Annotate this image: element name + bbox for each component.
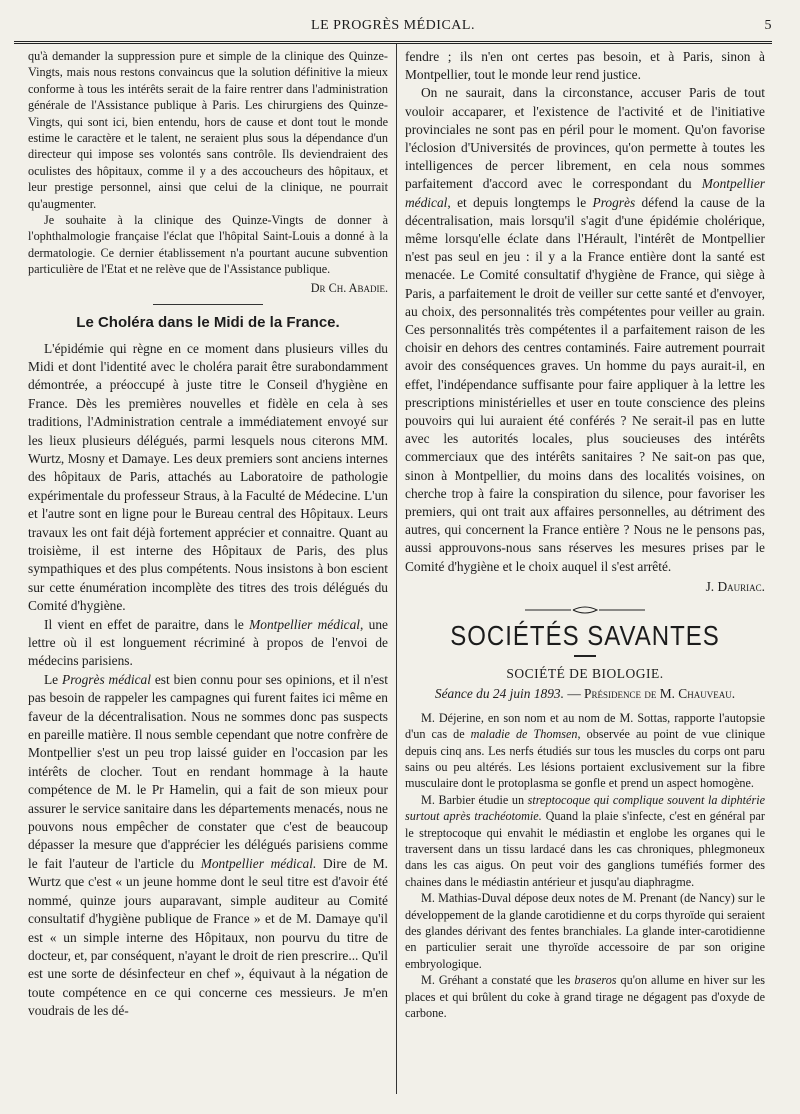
column-divider	[396, 44, 397, 1094]
section-separator	[153, 304, 263, 305]
biologie-item-3: M. Mathias-Duval dépose deux notes de M. Prenant (de Nancy) sur le développement de la glande carotidienne et du corps thyroïde qui seraient des glandes dérivant des fentes branchiales. La glande inter-carotidienne en particulier serait une thyroïde accessoire de par son origine embryologique.	[405, 891, 765, 971]
abadie-signature: Dr Ch. Abadie.	[310, 280, 388, 295]
left-column	[28, 48, 388, 1021]
cholera-paragraph-2: Il vient en effet de paraitre, dans le Montpellier médical, une lettre où il est longuement récriminé à propos de l'envoi de médecins parisiens.	[28, 616, 388, 669]
journal-title: LE PROGRÈS MÉDICAL.	[311, 18, 475, 33]
page-header	[14, 18, 772, 40]
cholera-paragraph-4: fendre ; ils n'en ont certes pas besoin, et à Paris, sinon à Montpellier, tout le monde leur rend justice.	[405, 49, 765, 83]
societes-savantes-title: SOCIÉTÉS SAVANTES	[450, 621, 720, 653]
cholera-section-title: Le Choléra dans le Midi de la France.	[76, 314, 340, 332]
cholera-paragraph-3: Le Progrès médical est bien connu pour ses opinions, et il n'est pas besoin de rappeler les campagnes qui furent faites ici même en faveur de la décentralisation. Nous ne sommes donc pas suspects en pareille matière. Il nous semble cependant que notre confrère de Montpellier s'est un peu trop laissé guider en l'occasion par les intérêts de clocher. Tout en rendant hommage à la haute compétence de M. le Pr Hamelin, qui a fait de son mieux pour assurer le service sanitaire dans les départements menacés, nous ne pouvons nous empêcher de constater que c'est de beaucoup dépasser la mesure que d'apprécier les délégués parisiens comme le fait l'auteur de l'article du Montpellier médical. Dire de M. Wurtz que c'est « un jeune homme dont le seul titre est d'avoir été nommé, quinze jours auparavant, simple auditeur au Comité consultatif d'hygiène publique de France » et de M. Damaye qu'il est « un simple interne des Hôpitaux, non pourvu du titre de docteur, et, par conséquent, n'ayant le droit de rien prescrire... Qu'il est une sorte de désinfecteur en chef », équivaut à la négation de toute compétence en ce qui concerne ces messieurs. Je m'en voudrais de les dé-	[28, 671, 389, 1019]
cholera-paragraph-1: L'épidémie qui règne en ce moment dans plusieurs villes du Midi et dont l'identité avec le choléra parait être surabondamment démontrée, a préoccupé à juste titre le Conseil d'hygiène en France. Dès les premières nouvelles et fidèle en cela à ses traditions, l'Administration centrale a immédiatement envoyé sur les lieux plusieurs délégués, parmi lesquels nous citerons MM. Wurtz, Mosny et Damaye. Les deux premiers sont anciens internes des hôpitaux de Paris, attachés au Laboratoire de pathologie expérimentale du professeur Straus, à la Faculté de Médecine. L'un et l'autre sont en ligne pour le Bureau central des Hôpitaux. Leurs travaux les ont fait déjà fortement apprécier et connaitre. Quant au troisième, il est interne des Hôpitaux de Paris, des plus sympathiques et des plus compétents. Nous insistons à bon escient sur cette énumération incomplète des titres des trois délégués du Comité d'hygiène.	[28, 340, 388, 614]
page-number: 5	[764, 18, 772, 33]
right-column	[405, 48, 765, 1021]
abadie-paragraph-2: Je souhaite à la clinique des Quinze-Vingts de donner à l'ophthalmologie française l'éclat que l'hôpital Saint-Louis a donné à la dermatologie. Ce dernier établissement n'a pourtant aucune subvention particulière de l'Etat et ne relève que de l'Assistance publique.	[28, 213, 388, 277]
cholera-paragraph-5: On ne saurait, dans la circonstance, accuser Paris de tout vouloir accaparer, et l'existence de l'activité et de l'initiative provinciales ne sont pas en péril pour le moment. Qu'on favorise l'éclosion d'Universités de provinces, qu'on permette à toutes les intelligences de percer librement, en cela nous sommes parfaitement d'accord avec le correspondant du Montpellier médical, et depuis longtemps le Progrès défend la cause de la décentralisation, mais lorsqu'il s'agit d'une épidémie cholérique, même lorsqu'elle éclate dans l'Hérault, l'intérêt de Montpellier n'est pas seul en jeu : il y a la France entière dont la santé est menacée. Le Comité consultatif d'hygiène de France, qui siège à Paris, a parfaitement le droit de veiller sur cette santé et d'envoyer, au choix, des personnalités très compétentes pour veiller au grain. Ces personnalités très compétentes il a parfaitement raison de les choisir en dehors des centres contaminés. Faire autrement pourrait avoir des conséquences graves. Un homme du pays aurait-il, en effet, l'indépendance suffisante pour faire appliquer à la lettre les prescriptions ministérielles et user en toute conscience des pleins pouvoirs qui lui auraient été conférés ? Ne serait-il pas en lutte avec les autorités locales, plus soucieuses des intérêts commerciaux que des intérêts sanitaires ? Ne sait-on pas que, sinon à Montpellier, du moins dans des localités voisines, on cherche trop à faire la conspiration du silence, pour favoriser les premiers, qui ont trait aux affaires personnelles, au détriment des autres, qui concernent la France entière ? Nous ne le pensons pas, aussi approuvons-nous sans réserves les mesures prises par le Comité d'hygiène et le choix auquel il s'est arrêté.	[405, 85, 765, 574]
title-dash	[574, 655, 596, 657]
abadie-paragraph-1: qu'à demander la suppression pure et simple de la clinique des Quinze-Vingts, mais nous restons convaincus que la solution définitive la mieux conforme à tous les intérêts serait de la faire rentrer dans l'administration générale de l'Assistance publique à Paris. Les chirurgiens des Quinze-Vingts, qui sont ici, bien entendu, hors de cause et dont tout le monde estime le caractère et le talent, ne seraient plus sous la dépendance d'un directeur qui impose ses volontés sans contrôle. Ils deviendraient des oculistes des hôpitaux, comme il y a des accoucheurs des hôpitaux, et leur prestige personnel, ainsi que celui de la clinique, ne pourrait qu'augmenter.	[28, 49, 388, 211]
dauriac-signature: J. Dauriac.	[705, 578, 765, 594]
biologie-item-2: M. Barbier étudie un streptocoque qui complique souvent la diphtérie surtout après trachéotomie. Quand la plaie s'infecte, c'est en général par le streptocoque qui envahit le médiastin et englobe les organes qui le traversent dans un tissu lardacé dans les cas chroniques, phlegmoneux dans les cas aigus. On peut voir des ganglions tuméfiés former des chaines dans le médiastin antérieur et jusqu'au diaphragme.	[405, 792, 765, 889]
ornament-icon	[525, 605, 645, 615]
header-rule	[14, 41, 772, 44]
biologie-item-4: M. Gréhant a constaté que les braseros qu'on allume en hiver sur les places et qui brûlent du coke à grand tirage ne dégagent pas d'oxyde de carbone.	[405, 973, 765, 1021]
biologie-item-1: M. Déjerine, en son nom et au nom de M. Sottas, rapporte l'autopsie d'un cas de maladie de Thomsen, observée au point de vue clinique depuis cinq ans. Les nerfs étudiés sur tous les muscles du corps ont paru sains ou peu altérés. Les lésions portaient exclusivement sur la fibre musculaire dont le protoplasma se gonfle et prend un aspect homogène.	[405, 710, 766, 791]
societe-biologie-title: SOCIÉTÉ DE BIOLOGIE.	[506, 665, 664, 681]
session-line: Séance du 24 juin 1893. — Présidence de M. Chauveau.	[434, 685, 736, 701]
ornament-divider	[405, 602, 765, 620]
